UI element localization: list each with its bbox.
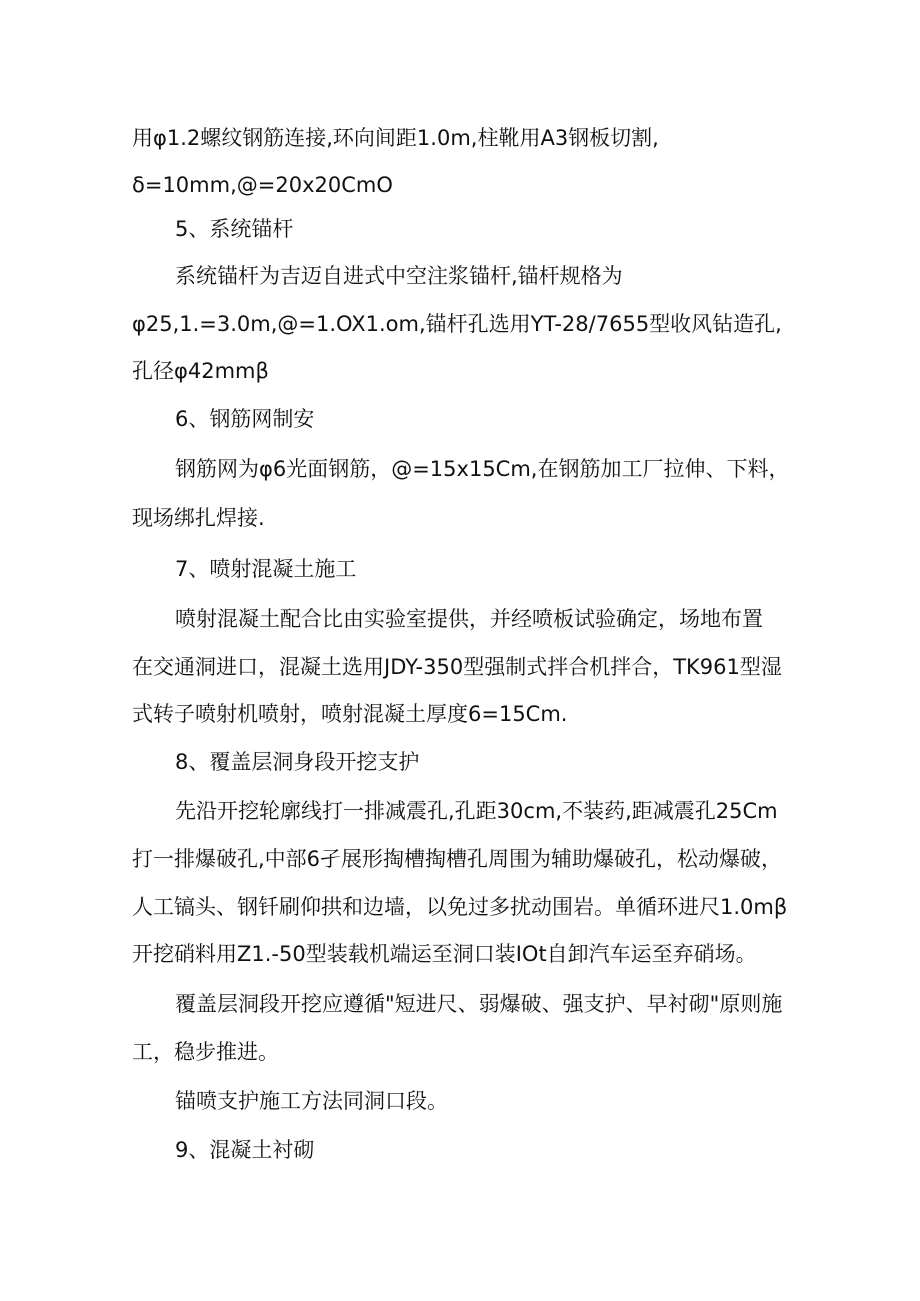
text-line: 工，稳步推进。 xyxy=(132,1040,279,1064)
text-line: 用φ1.2螺纹钢筋连接,环向间距1.0m,柱靴用A3钢板切割, xyxy=(132,126,659,150)
text-line: 在交通洞进口，混凝土选用JDY-350型强制式拌合机拌合，TK961型湿 xyxy=(132,655,782,679)
text-line: 覆盖层洞段开挖应遵循"短进尺、弱爆破、强支护、早衬砌"原则施 xyxy=(175,992,783,1016)
text-line: 现场绑扎焊接. xyxy=(132,506,265,530)
text-line: 开挖硝料用Z1.-50型装载机端运至洞口装IOt自卸汽车运至弃硝场。 xyxy=(132,942,757,966)
section-heading-5: 5、系统锚杆 xyxy=(175,217,294,241)
text-line: 喷射混凝土配合比由实验室提供，并经喷板试验确定，场地布置 xyxy=(175,607,763,631)
text-line: 先沿开挖轮廓线打一排减震孔,孔距30cm,不装药,距减震孔25Cm xyxy=(175,799,778,823)
section-heading-6: 6、钢筋网制安 xyxy=(175,407,315,431)
text-line: 人工镐头、钢钎刷仰拱和边墙，以免过多扰动围岩。单循环进尺1.0mβ xyxy=(132,895,788,919)
text-line: 孔径φ42mmβ xyxy=(132,359,269,383)
text-line: 钢筋网为φ6光面钢筋，@=15x15Cm,在钢筋加工厂拉伸、下料， xyxy=(175,457,790,481)
text-line: 锚喷支护施工方法同洞口段。 xyxy=(175,1089,448,1113)
text-line: φ25,1.=3.0m,@=1.OX1.om,锚杆孔选用YT-28/7655型收风钻造孔, xyxy=(132,312,782,336)
section-heading-7: 7、喷射混凝土施工 xyxy=(175,557,357,581)
text-line: 打一排爆破孔,中部6孑展形掏槽掏槽孔周围为辅助爆破孔，松动爆破， xyxy=(132,847,783,871)
section-heading-9: 9、混凝土衬砌 xyxy=(175,1138,315,1162)
text-line: 式转子喷射机喷射，喷射混凝土厚度6=15Cm. xyxy=(132,702,568,726)
section-heading-8: 8、覆盖层洞身段开挖支护 xyxy=(175,750,420,774)
text-line: δ=10mm,@=20x20CmO xyxy=(132,173,393,197)
text-line: 系统锚杆为吉迈自进式中空注浆锚杆,锚杆规格为 xyxy=(175,264,623,288)
